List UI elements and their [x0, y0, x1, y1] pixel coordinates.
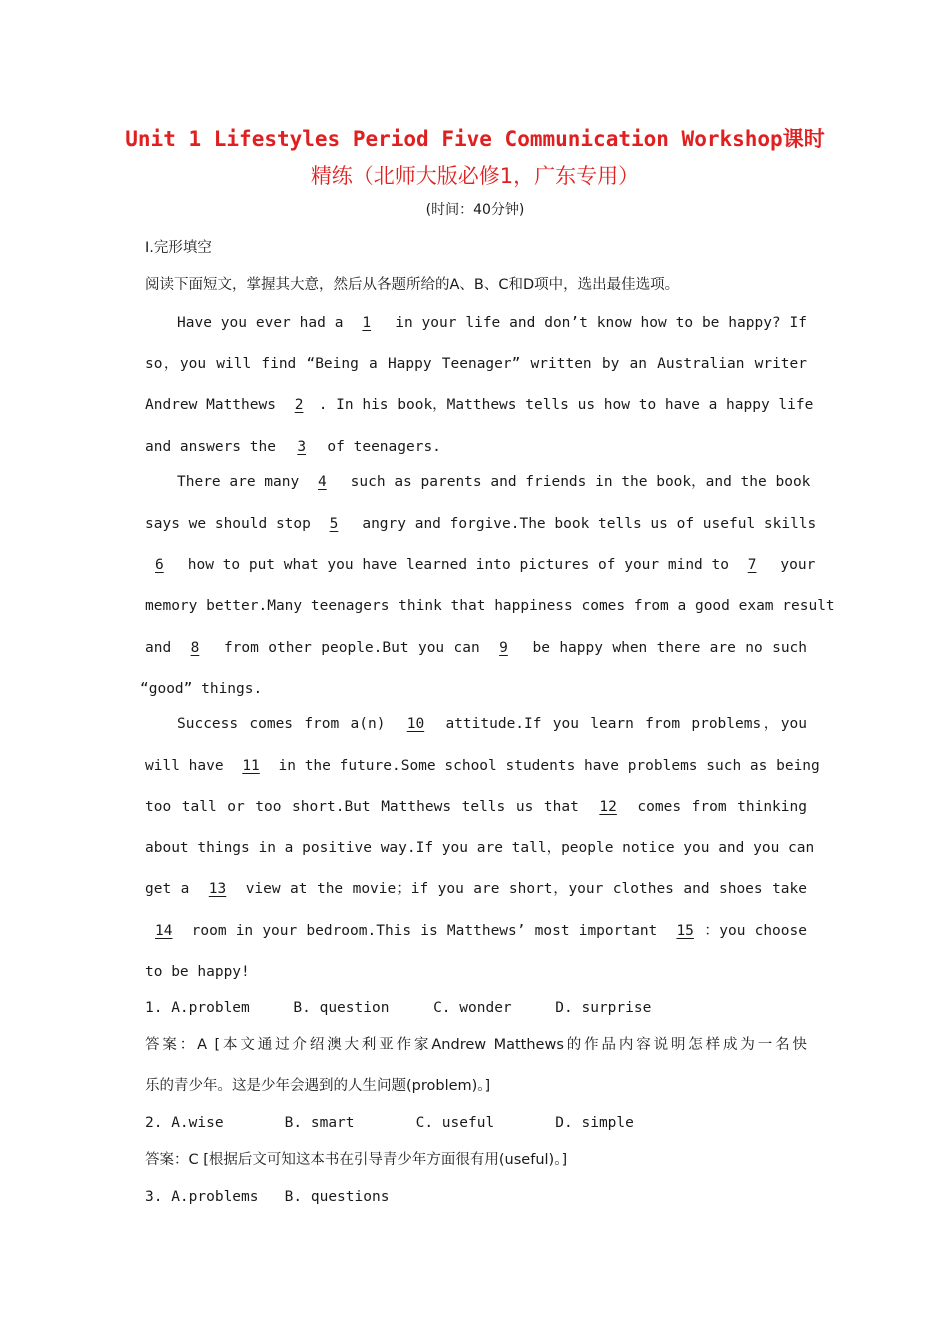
- passage-line: There are many 4 such as parents and friends in the book，and the book: [177, 474, 811, 490]
- passage-line: and 8 from other people.But you can 9 be happy when there are no such: [145, 640, 808, 656]
- blank-12: 12: [599, 799, 617, 815]
- question-2-answer-line1: 答案：C [根据后文可知这本书在引导青少年方面很有用(useful)。]: [145, 1152, 568, 1168]
- passage-line: so，you will find “Being a Happy Teenager” written by an Australian writer: [145, 356, 807, 372]
- blank-9: 9: [499, 640, 508, 656]
- passage-line: memory better.Many teenagers think that happiness comes from a good exam result: [145, 598, 835, 614]
- passage-line: “good” things.: [140, 681, 263, 697]
- time-note: (时间：40分钟): [425, 202, 525, 218]
- blank-2: 2: [294, 397, 304, 413]
- blank-14: 14: [155, 923, 173, 939]
- passage-line: 6 how to put what you have learned into pictures of your mind to 7 your: [145, 555, 807, 575]
- passage-line: get a 13 view at the movie；if you are short，your clothes and shoes take: [145, 881, 807, 897]
- question-3-options: 3. A.problems B. questions: [145, 1189, 390, 1205]
- blank-3: 3: [297, 439, 307, 455]
- question-2-options: 2. A.wise B. smart C. useful D. simple: [145, 1115, 634, 1131]
- passage-line: to be happy!: [145, 964, 250, 980]
- question-1-answer-line2: 乐的青少年。这是少年会遇到的人生问题(problem)。]: [145, 1078, 491, 1094]
- passage-line: Success comes from a(n) 10 attitude.If you learn from problems，you: [177, 716, 807, 732]
- blank-5: 5: [329, 516, 339, 532]
- blank-6: 6: [155, 557, 164, 573]
- blank-4: 4: [317, 474, 327, 490]
- instruction-text: 阅读下面短文，掌握其大意，然后从各题所给的A、B、C和D项中，选出最佳选项。: [145, 277, 680, 293]
- blank-10: 10: [406, 716, 425, 732]
- passage-line: and answers the 3 of teenagers.: [145, 439, 441, 455]
- section-heading: Ⅰ.完形填空: [145, 240, 212, 256]
- passage-line: will have 11 in the future.Some school students have problems such as being: [145, 758, 820, 774]
- passage-line: too tall or too short.But Matthews tells us that 12 comes from thinking: [145, 799, 807, 815]
- document-title-line1: Unit 1 Lifestyles Period Five Communication Workshop课时: [125, 127, 825, 151]
- question-1-options: 1. A.problem B. question C. wonder D. surprise: [145, 1000, 652, 1016]
- passage-line: Andrew Matthews 2 . In his book，Matthews tells us how to have a happy life: [145, 397, 814, 413]
- blank-13: 13: [208, 881, 227, 897]
- document-title-line2: 精练（北师大版必修1，广东专用）: [310, 164, 640, 188]
- passage-line: 14 room in your bedroom.This is Matthews’ most important 15 ：you choose: [145, 921, 807, 941]
- question-1-answer-line1: 答案：A [本文通过介绍澳大利亚作家Andrew Matthews的作品内容说明怎样成为一名快: [145, 1037, 807, 1053]
- blank-15: 15: [676, 923, 694, 939]
- blank-1: 1: [362, 315, 372, 331]
- passage-line: says we should stop 5 angry and forgive.The book tells us of useful skills: [145, 516, 817, 532]
- passage-line: Have you ever had a 1 in your life and don’t know how to be happy? If: [177, 315, 807, 331]
- passage-line: about things in a positive way.If you are tall，people notice you and you can: [145, 840, 815, 856]
- blank-7: 7: [747, 557, 757, 573]
- blank-8: 8: [190, 640, 200, 656]
- blank-11: 11: [242, 758, 260, 774]
